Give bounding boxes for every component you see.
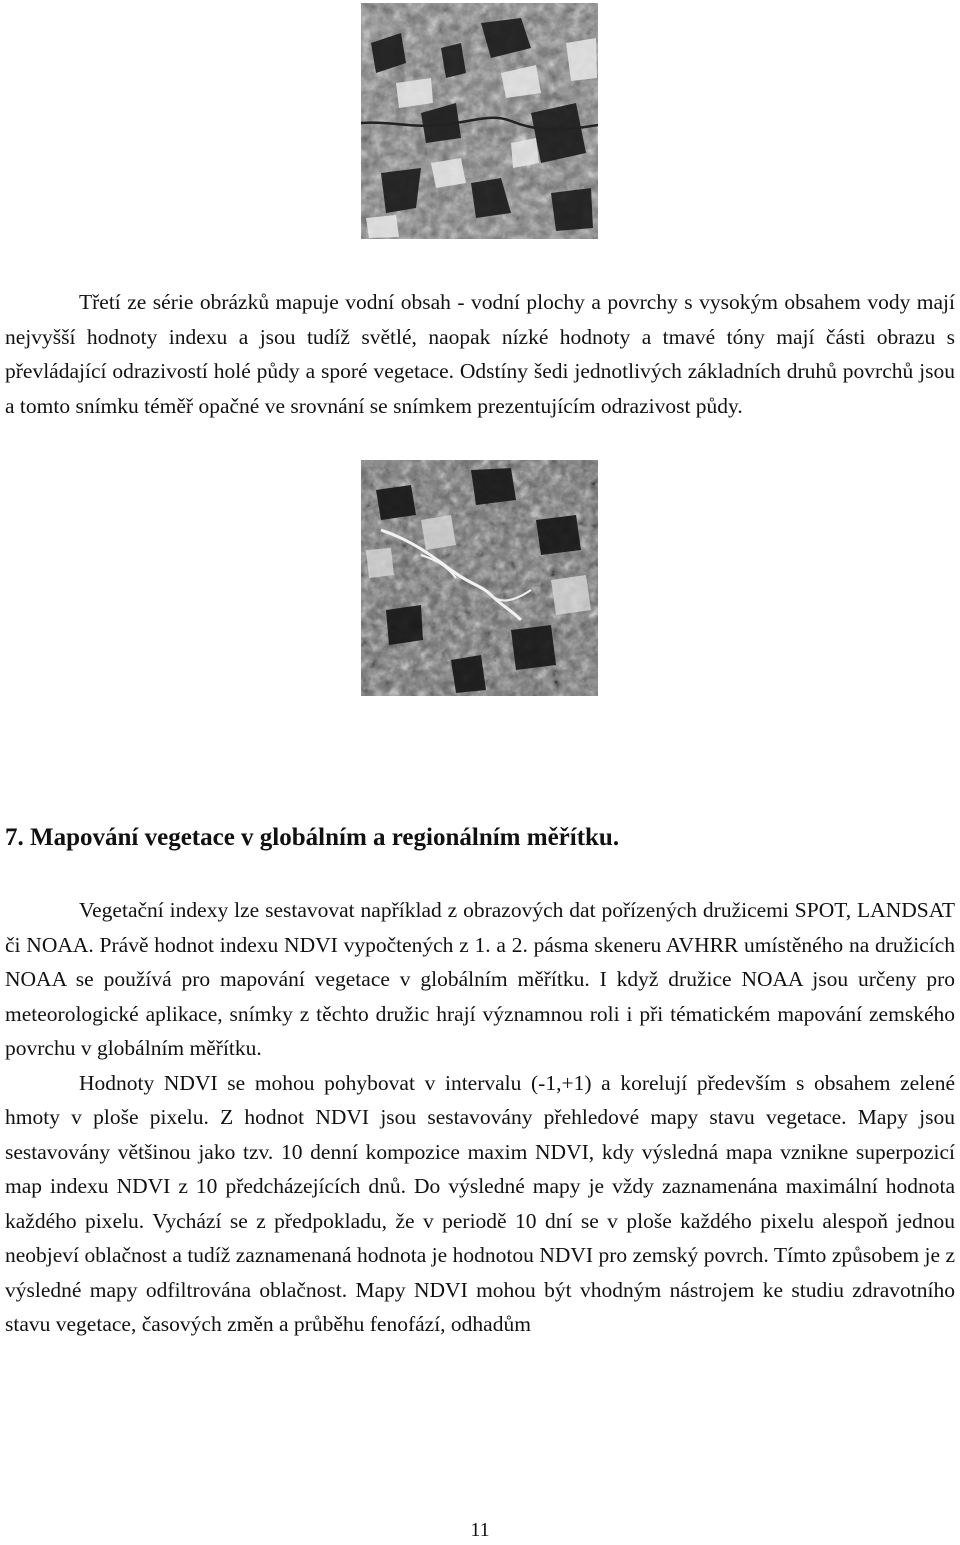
satellite-image-top — [361, 3, 598, 239]
paragraph-ndvi-values: Hodnoty NDVI se mohou pohybovat v intervalu (-1,+1) a korelují především s obsahem zelené hmoty v ploše pixelu. Z hodnot NDVI jsou sestavovány přehledové mapy stavu vegetace. Mapy jsou sestavovány většinou jako tzv. 10 denní kompozice maxim NDVI, kdy výsledná mapa vznikne superpozicí map indexu NDVI z 10 předcházejících dnů. Do výsledné mapy je vždy zaznamenána maximální hodnota každého pixelu. Vychází se z předpokladu, že v periodě 10 dní se v ploše každého pixelu alespoň jednou neobjeví oblačnost a tudíž zaznamenaná hodnota je hodnotou NDVI pro zemský povrch. Tímto způsobem je z výsledné mapy odfiltrována oblačnost. Mapy NDVI mohou být vhodným nástrojem ke studiu zdravotního stavu vegetace, časových změn a průběhu fenofází, odhadům — [5, 1070, 955, 1336]
section-heading: 7. Mapování vegetace v globálním a regionálním měřítku. — [5, 824, 620, 851]
satellite-image-water-content — [361, 460, 598, 696]
page-number: 11 — [470, 1519, 490, 1541]
section-body — [5, 893, 955, 1342]
paragraph-water-content: Třetí ze série obrázků mapuje vodní obsah - vodní plochy a povrchy s vysokým obsahem vody mají nejvyšší hodnoty indexu a jsou tudíž světlé, naopak nízké hodnoty a tmavé tóny mají části obrazu s převládající odrazivostí holé půdy a sporé vegetace. Odstíny šedi jednotlivých základních druhů povrchů jsou a tomto snímku téměř opačné ve srovnání se snímkem prezentujícím odrazivost půdy. — [5, 290, 955, 418]
paragraph-vegetation-indices: Vegetační indexy lze sestavovat například z obrazových dat pořízených družicemi SPOT, LANDSAT či NOAA. Právě hodnot indexu NDVI vypočtených z 1. a 2. pásma skeneru AVHRR umístěného na družicích NOAA se používá pro mapování vegetace v globálním měřítku. I když družice NOAA jsou určeny pro meteorologické aplikace, snímky z těchto družic hrají významnou roli i při tématickém mapování zemského povrchu v globálním měřítku. — [5, 898, 955, 1060]
